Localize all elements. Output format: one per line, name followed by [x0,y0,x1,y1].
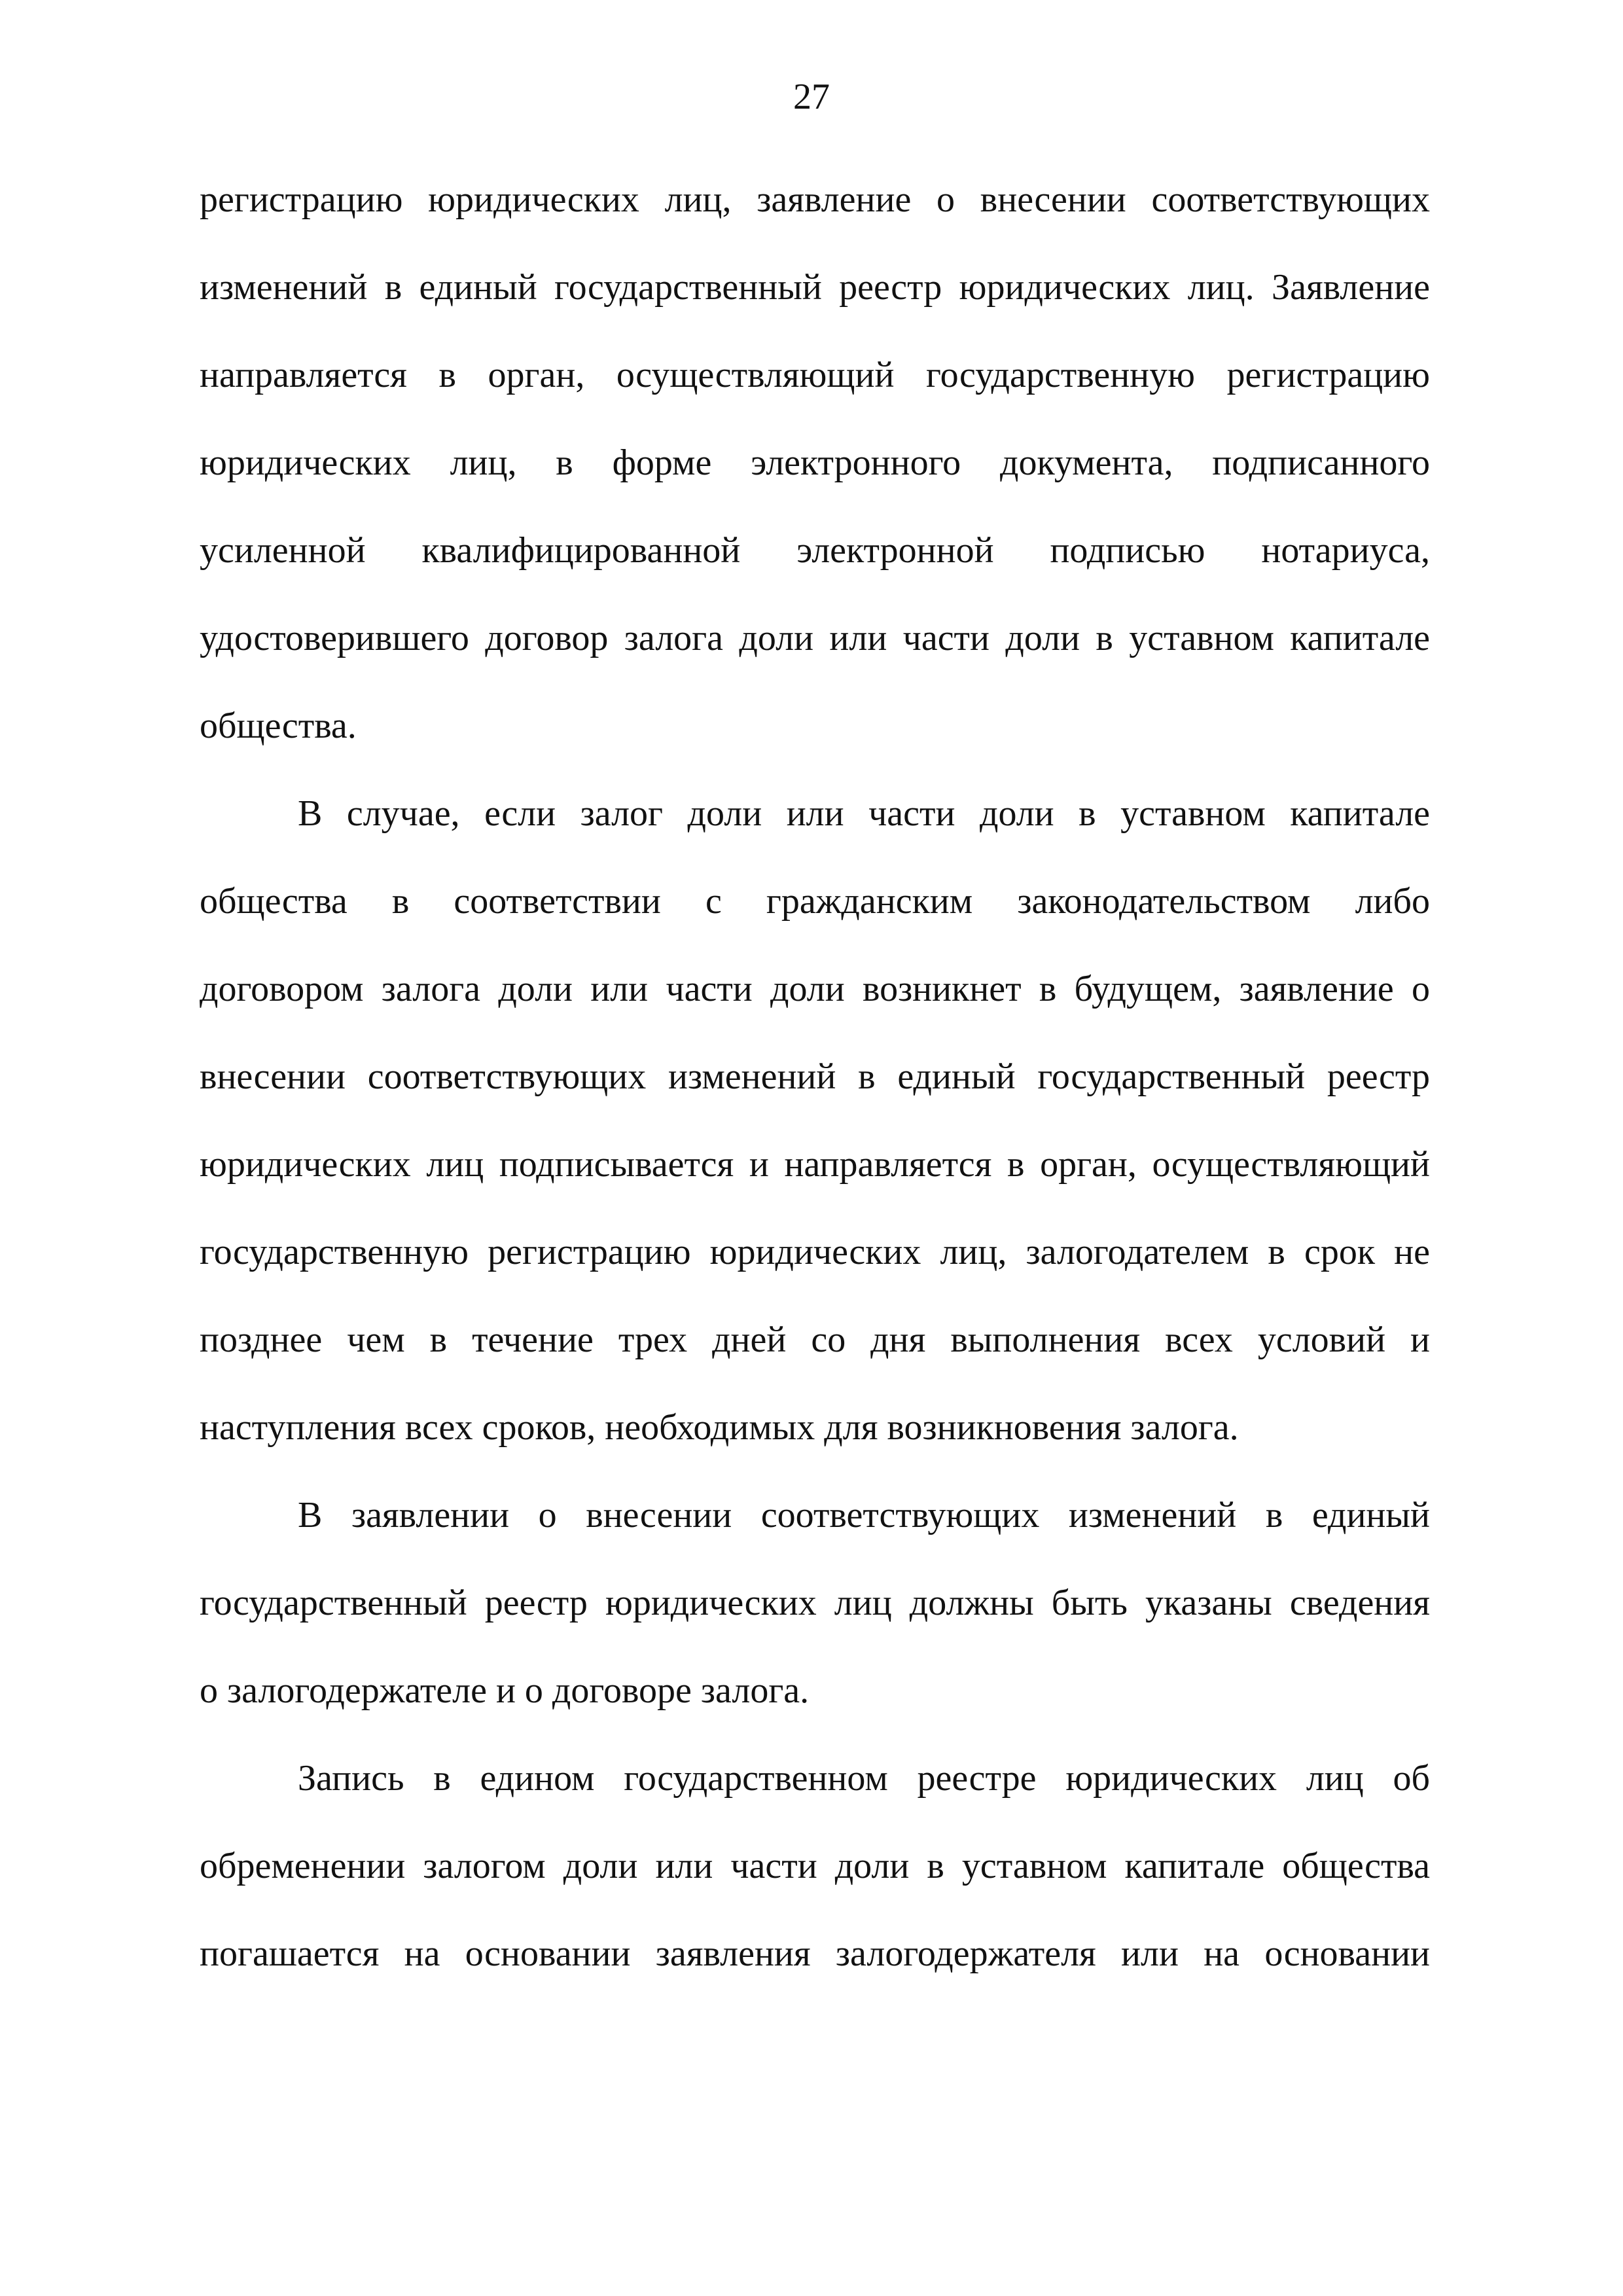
text-line: договором залога доли или части доли возникнет в будущем, заявление о [200,969,1430,1009]
paragraph-3 [200,1471,1430,1734]
text-line: юридических лиц, в форме электронного документа, подписанного [200,442,1430,483]
text-line: внесении соответствующих изменений в единый государственный реестр [200,1056,1430,1097]
paragraph-4 [200,1734,1430,1998]
paragraph-2 [200,770,1430,1471]
document-body [200,156,1430,1998]
text-line: усиленной квалифицированной электронной подписью нотариуса, [200,530,1430,571]
text-line: обременении залогом доли или части доли в уставном капитале общества [200,1846,1430,1886]
page-number: 27 [793,77,830,117]
text-line: регистрацию юридических лиц, заявление о внесении соответствующих [200,179,1430,220]
text-line: о залогодержателе и о договоре залога. [200,1670,810,1711]
text-line: наступления всех сроков, необходимых для возникновения залога. [200,1407,1239,1448]
text-line: направляется в орган, осуществляющий государственную регистрацию [200,355,1430,395]
text-line: государственную регистрацию юридических лиц, залогодателем в срок не [200,1232,1430,1272]
text-line: юридических лиц подписывается и направляется в орган, осуществляющий [200,1144,1430,1185]
text-line: позднее чем в течение трех дней со дня выполнения всех условий и [200,1319,1430,1360]
text-line: изменений в единый государственный реестр юридических лиц. Заявление [200,267,1430,308]
text-line: В заявлении о внесении соответствующих изменений в единый [298,1495,1430,1535]
text-line: Запись в едином государственном реестре юридических лиц об [298,1758,1430,1799]
text-line: общества. [200,706,357,746]
text-line: удостоверившего договор залога доли или части доли в уставном капитале [200,618,1430,658]
text-line: погашается на основании заявления залогодержателя или на основании [200,1933,1430,1974]
text-line: государственный реестр юридических лиц должны быть указаны сведения [200,1583,1430,1623]
paragraph-1 [200,156,1430,770]
text-line: В случае, если залог доли или части доли в уставном капитале [298,793,1430,834]
text-line: общества в соответствии с гражданским законодательством либо [200,881,1430,922]
